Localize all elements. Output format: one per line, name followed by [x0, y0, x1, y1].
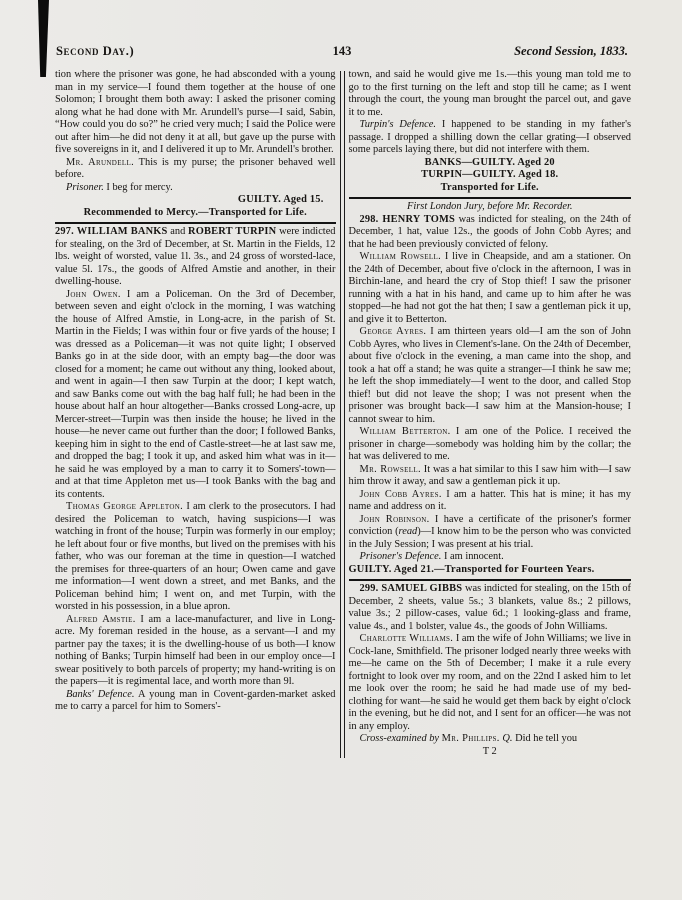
- text-segment: were indicted for stealing, on the 3rd of December, at St. Martin in the Fields, 12 lbs. weight of worsted, value 1l. 3s., and 24 gross of worsted-lace, value 5l. 17s., the goods of Alfred Amstie and another, in their dwelling-house.: [55, 226, 336, 287]
- text-segment: T 2: [482, 745, 497, 757]
- text-segment: Prisoner.: [66, 181, 104, 193]
- text-columns: [55, 69, 631, 758]
- case-heading-298: [349, 214, 632, 252]
- text-segment: was indicted for stealing, on the 24th of December, 1 hat, value 12s., the goods of John Cobb Ayres; and that he had been previously convicted of felony.: [348, 213, 631, 250]
- text-segment: Recommended to Mercy.—Transported for Life.: [83, 206, 307, 218]
- text-segment: Mr. Arundell.: [66, 156, 135, 168]
- witness-thomas-appleton: [55, 501, 336, 614]
- text-segment: and: [167, 226, 189, 237]
- witness-john-cobb-ayres: [349, 489, 632, 514]
- text-segment: I beg for mercy.: [103, 181, 173, 193]
- jury-heading: [349, 201, 632, 214]
- signature-mark: [349, 746, 632, 759]
- banks-defence-continued: [349, 69, 632, 119]
- text-segment: was indicted for stealing, on the 15th of December, 2 sheets, value 5s.; 3 blankets, value 8s.; 2 pillows, value 3s.; 2 pillow-cases, value 6d.; 1 looking-glass and frame, value 4s., and 1 bolster, value 4s., the goods of John Williams.: [348, 583, 631, 632]
- text-segment: tion where the prisoner was gone, he had absconded with a young man in my service—I found them together at the house of one Solomon; I brought them both away: I asked the prisoner coming along what he had done with Mr. Arundell's purse—I said, Sabin, “How could you do so?” he cried very much; I said the Police were out after him—he did not deny it at all, but gave up the purse with five sovereigns in it, and I delivered it up to Mr. Arundell's brother.: [55, 69, 336, 155]
- text-segment: Prisoner's Defence.: [359, 551, 442, 562]
- section-rule: [55, 222, 336, 224]
- text-segment: 298. HENRY TOMS: [359, 213, 455, 225]
- witness-rowsell-recall: [349, 464, 632, 489]
- verdict-line: [55, 194, 336, 207]
- sentence-line: [55, 207, 336, 220]
- text-segment: Mr. Rowsell.: [359, 463, 421, 475]
- header-session-label: Second Session, 1833.: [514, 44, 628, 58]
- page-number: 143: [332, 44, 352, 58]
- text-segment: John Robinson.: [359, 513, 430, 525]
- text-segment: William Rowsell.: [359, 251, 442, 262]
- text-segment: Charlotte Williams.: [359, 633, 454, 644]
- prisoner-statement: [55, 182, 336, 195]
- text-segment: Thomas George Appleton.: [66, 501, 184, 512]
- text-segment: Did he tell you: [512, 733, 578, 744]
- text-segment: Alfred Amstie.: [66, 613, 136, 625]
- cross-examination: [349, 733, 632, 746]
- text-segment: TURPIN—GUILTY. Aged 18.: [421, 169, 559, 180]
- text-segment: William Betterton.: [359, 426, 451, 437]
- right-column: [349, 69, 632, 758]
- text-segment: I happened to be standing in my father's passage. I dropped a shilling down the cellar grating—I observed some parcels laying there, but did not interfere with them.: [348, 119, 632, 155]
- column-divider-rule: [340, 71, 345, 758]
- text-segment: I am one of the Police. I received the prisoner in charge—somebody was holding him by the collar; the hat was delivered to me.: [348, 426, 631, 462]
- text-segment: Banks' Defence.: [66, 688, 135, 700]
- prisoners-defence: [349, 551, 632, 564]
- text-segment: It was a hat similar to this I saw him with—I saw him throw it away, and saw a gentleman pick it up.: [348, 463, 631, 487]
- text-segment: ROBERT TURPIN: [188, 226, 277, 237]
- witness-charlotte-williams: [349, 633, 632, 733]
- text-segment: This is my purse; the prisoner behaved well before.: [55, 156, 336, 180]
- text-segment: Cross-examined by: [359, 733, 442, 744]
- text-segment: John Owen.: [66, 288, 121, 300]
- text-segment: I am a hatter. This hat is mine; it has my name and address on it.: [348, 488, 631, 512]
- text-segment: I have a certificate of the prisoner's former conviction (: [348, 513, 631, 537]
- text-segment: I am innocent.: [441, 551, 504, 562]
- text-segment: I am thirteen years old—I am the son of John Cobb Ayres, who lives in Clement's-lane. On the 24th of December, about five o'clock in the evening, a man came into the shop, and took a hat off a stand; he was quite a stranger—I think he saw me; he left the shop immediately—I went to the door, and called Stop thief! but did not leave the shop; I was not present when the prisoner was brought back—I saw him at the Mansion-house; I cannot swear to him.: [348, 326, 631, 425]
- case-heading-297: [55, 226, 336, 289]
- text-segment: 299. SAMUEL GIBBS: [359, 583, 463, 594]
- text-segment: First London Jury, before Mr. Recorder.: [407, 201, 573, 212]
- text-segment: I live in Cheapside, and am a stationer. On the 24th of December, about five o'clock in the afternoon, I was in Birchin-lane, and heard the cry of Stop thief! I saw the prisoner running with a hat in his hand, and came up to him after he was stopped—he had not got the hat then; I saw a gentleman pick it up, and give it to Betterton.: [348, 251, 631, 325]
- text-segment: I am a Policeman. On the 3rd of December, between seven and eight o'clock in the morning, I was watching the house of Alfred Amstie, in Long-acre, in the parish of St. Martin in the Fields; I was within four or five yards of the house; I was dressed as a Policeman—it was not quite light; I observed Banks go in at the side door, with an empty bag—the door was closed for a moment; he came out without any thing, looked about, and went in again—I then saw Turpin at the door; I kept watch, and saw Banks come out with the bag half full; he had been in the house about half an hour altogether—Banks crossed Long-acre, up Mercer-street—Turpin was then inside the house; he lived in the house—he never came out further than the door; I followed Banks, keeping him in sight to the end of Castle-street—he at last saw me, and dropped the bag; I took it up, and asked him what was in it—he said he was employed by a man to carry it to Somers'-town—and at that time Appleton met us—I took Banks with the bag and its contents.: [55, 288, 336, 500]
- text-segment: Turpin's Defence.: [359, 119, 437, 130]
- witness-john-robinson: [349, 514, 632, 552]
- witness-alfred-amstie: [55, 614, 336, 689]
- text-segment: Q.: [502, 733, 513, 744]
- text-segment: I am clerk to the prosecutors. I had desired the Policeman to watch, having suspicions—I was watching in front of the house; Turpin was formerly in our employ; he left about four or five months, but lived on the premises with his father, who was our foreman at the time in question—I watched the premises for three-quarters of an hour; Owen came and gave me information—I went down a street, and met Banks, and the Policeman behind him; I went on, and met Turpin, with the worsted in his possession, in a blue apron.: [55, 501, 336, 612]
- text-segment: BANKS—GUILTY. Aged 20: [424, 156, 555, 168]
- text-segment: 297. WILLIAM BANKS: [55, 226, 168, 237]
- banks-defence: [55, 689, 336, 714]
- text-segment: Mr. Phillips.: [441, 733, 500, 744]
- left-column: [55, 69, 336, 758]
- text-segment: GUILTY. Aged 15.: [237, 194, 324, 205]
- page-header: [56, 44, 628, 59]
- text-segment: A young man in Covent-garden-market asked me to carry a parcel for him to Somers'-: [55, 688, 336, 712]
- section-rule: [349, 579, 632, 581]
- section-rule: [349, 197, 632, 199]
- witness-george-ayres: [349, 326, 632, 426]
- sentence-banks-turpin: [349, 182, 632, 195]
- witness-william-betterton: [349, 426, 632, 464]
- verdict-case-298: [349, 564, 632, 577]
- text-segment: I am the wife of John Williams; we live in Cock-lane, Smithfield. The prisoner lodged nearly three weeks with me—he came on the 5th of December; I make it a rule every fortnight to look over my room, and on the 22nd I asked him to let me look over the room; he said he had made use of my bed-clothing for want—he said he would get them back by eight o'clock in the evening, but he did not, and I sent for an officer—he was not in any employ.: [348, 633, 631, 732]
- witness-william-rowsell: [349, 251, 632, 326]
- verdict-turpin: [349, 169, 632, 182]
- text-segment: )—I know him to be the person who was convicted in the July Session; I was present at his trial.: [348, 526, 631, 550]
- case-heading-299: [349, 583, 632, 633]
- text-segment: George Ayres.: [359, 326, 427, 337]
- witness-arundell: [55, 157, 336, 182]
- turpins-defence: [349, 119, 632, 157]
- text-segment: Transported for Life.: [440, 181, 539, 193]
- witness-john-owen: [55, 289, 336, 502]
- text-segment: John Cobb Ayres.: [359, 488, 442, 500]
- continuation-paragraph: [55, 69, 336, 157]
- verdict-banks: [349, 157, 632, 170]
- text-segment: read: [398, 526, 418, 537]
- text-segment: town, and said he would give me 1s.—this young man told me to go to the first turning on the left and stop till he came; as I went through the court, the young man brought the parcel out, and gave it to me.: [348, 69, 631, 118]
- text-segment: GUILTY. Aged 21.—Transported for Fourteen Years.: [348, 563, 595, 575]
- text-segment: I am a lace-manufacturer, and live in Long-acre. My foreman resided in the house, as a servant—I and my partner pay the taxes; it is the dwelling-house of us both—I know nothing of Banks; Turpin himself had been in our employ once—I swear positively to both parcels of property; my hand-writing is on the papers—it is regimental lace, and worth more than 9l.: [55, 613, 336, 687]
- header-day-label: Second Day.): [56, 44, 135, 58]
- scan-artifact-bar: [38, 0, 49, 77]
